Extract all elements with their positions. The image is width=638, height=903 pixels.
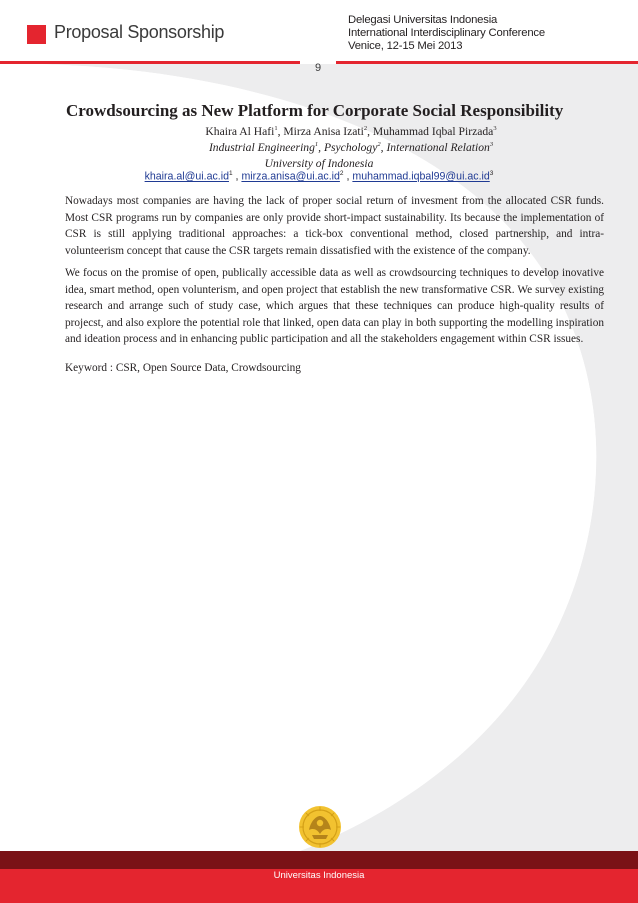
email-link[interactable]: khaira.al@ui.ac.id bbox=[144, 170, 229, 183]
paper-title: Crowdsourcing as New Platform for Corporate Social Responsibility bbox=[66, 101, 564, 120]
affiliation-name: Psychology bbox=[323, 141, 378, 154]
author-name: Muhammad Iqbal Pirzada bbox=[372, 125, 494, 138]
affiliation-sup: 2 bbox=[377, 141, 381, 149]
footer-band-dark bbox=[0, 851, 638, 869]
university-name: University of Indonesia bbox=[264, 157, 374, 170]
section-title: Proposal Sponsorship bbox=[54, 22, 225, 42]
footer-university: Universitas Indonesia bbox=[273, 870, 365, 881]
conference-venue-date: Venice, 12-15 Mei 2013 bbox=[348, 40, 463, 52]
affiliation-name: International Relation bbox=[386, 141, 490, 154]
makara-ui-logo-icon bbox=[297, 804, 343, 850]
header-rule-right bbox=[336, 61, 638, 64]
email-line: $khaira.al@ui.ac.id^1$ , $mirza.anisa@ui.ac.id^2$ , $muhammad.iqbal99@ui.ac.id^3$ bbox=[144, 170, 494, 183]
email-sup: 2 bbox=[339, 170, 344, 177]
conference-name: International Interdisciplinary Conference bbox=[348, 27, 545, 39]
email-sup: 1 bbox=[228, 170, 233, 177]
abstract-paragraph-2: We focus on the promise of open, publically accessible data as well as crowdsourcing techniques to develop inovative idea, smart method, open volunterism, and open project that establish the new transformative CSR. We survey existing research and arrange such of study case, which argues that these techniques can produce high-quality results of projecst, and also explore the potential role that linked, open data can play in both supporting the modelling inspiration and ideation process and in enhancing public participation and all the stakeholders engagement within CSR issues. bbox=[65, 267, 604, 345]
email-link[interactable]: mirza.anisa@ui.ac.id bbox=[241, 170, 340, 183]
affiliation-line: Industrial Engineering$^1$, Psychology$^2$, International Relation$^3$ bbox=[208, 141, 494, 154]
page-number: 9 bbox=[314, 62, 322, 74]
author-sup: 2 bbox=[363, 125, 368, 133]
author-sup: 3 bbox=[493, 125, 497, 133]
author-sup: 1 bbox=[274, 125, 278, 133]
affiliation-name: Industrial Engineering bbox=[208, 141, 315, 154]
email-link[interactable]: muhammad.iqbal99@ui.ac.id bbox=[352, 170, 490, 183]
section-marker-square bbox=[27, 25, 46, 44]
author-name: Khaira Al Hafi bbox=[205, 125, 275, 138]
header-rule-left bbox=[0, 61, 300, 64]
conference-delegation: Delegasi Universitas Indonesia bbox=[348, 14, 498, 26]
affiliation-sup: 3 bbox=[489, 141, 494, 149]
affiliation-sup: 1 bbox=[314, 141, 319, 149]
abstract-paragraph-1: Nowadays most companies are having the lack of proper social return of invesment from the allocated CSR funds. Most CSR programs run by companies are only provide short-impact sustainability. Its because the implementation of CSR is still applying traditional approaches: a tick-box conventional method, closed partnership, and intra-volunteerism concept that cause the CSR targets remain dissatisfied with the existence of the company. bbox=[65, 195, 604, 257]
author-name: Mirza Anisa Izati bbox=[283, 125, 364, 138]
author-line: Khaira Al Hafi$^1$, Mirza Anisa Izati$^2$, Muhammad Iqbal Pirzada$^3$ bbox=[205, 125, 497, 138]
keywords: Keyword : CSR, Open Source Data, Crowdsourcing bbox=[65, 362, 301, 374]
conference-info bbox=[348, 14, 545, 53]
email-sup: 3 bbox=[489, 170, 494, 177]
